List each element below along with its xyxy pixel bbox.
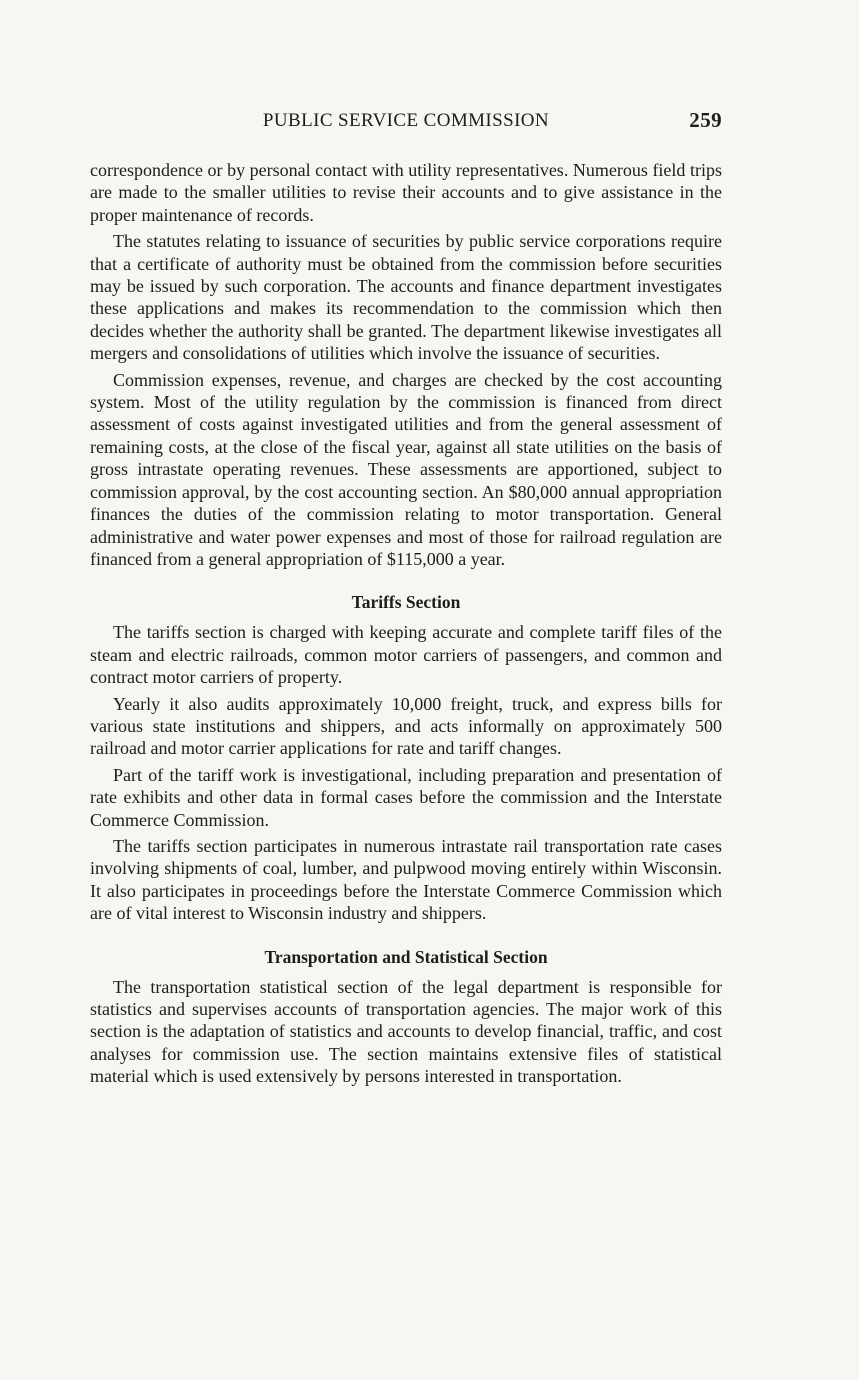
paragraph: Part of the tariff work is investigational, including preparation and presentation of rate exhibits and other data in formal cases before the commission and the Interstate Commerce Commission.	[90, 764, 722, 830]
document-page	[90, 108, 722, 1088]
page-number: 259	[689, 108, 722, 132]
body-text	[90, 159, 722, 1088]
paragraph: The tariffs section participates in numerous intrastate rail transportation rate cases involving shipments of coal, lumber, and pulpwood moving entirely within Wisconsin. It also participates in proceedings before the Interstate Commerce Commission which are of vital interest to Wisconsin industry and shippers.	[90, 835, 722, 924]
paragraph: Commission expenses, revenue, and charges are checked by the cost accounting system. Most of the utility regulation by the commission is financed from direct assessment of costs against investigated utilities and from the general assessment of remaining costs, at the close of the fiscal year, against all state utilities on the basis of gross intrastate operating revenues. These assessments are apportioned, subject to commission approval, by the cost accounting section. An $80,000 annual appropriation finances the duties of the commission relating to motor transportation. General administrative and water power expenses and most of those for railroad regulation are financed from a general appropriation of $115,000 a year.	[90, 369, 722, 569]
section-heading-transportation: Transportation and Statistical Section	[264, 946, 548, 967]
running-header-title: PUBLIC SERVICE COMMISSION	[262, 110, 550, 131]
section-heading-tariffs: Tariffs Section	[351, 592, 461, 613]
paragraph: The statutes relating to issuance of securities by public service corporations require that a certificate of authority must be obtained from the commission before securities may be issued by such corporation. The accounts and finance department investigates these applications and makes its recommendation to the commission which then decides whether the authority shall be granted. The department likewise investigates all mergers and consolidations of utilities which involve the issuance of securities.	[90, 231, 722, 364]
paragraph: Yearly it also audits approximately 10,000 freight, truck, and express bills for various state institutions and shippers, and acts informally on approximately 500 railroad and motor carrier applications for rate and tariff changes.	[90, 693, 722, 759]
running-header	[90, 108, 722, 138]
paragraph: correspondence or by personal contact with utility representatives. Numerous field trips are made to the smaller utilities to revise their accounts and to give assistance in the proper maintenance of records.	[90, 160, 722, 225]
paragraph: The tariffs section is charged with keeping accurate and complete tariff files of the steam and electric railroads, common motor carriers of passengers, and common and contract motor carriers of property.	[90, 622, 722, 688]
paragraph: The transportation statistical section of the legal department is responsible for statistics and supervises accounts of transportation agencies. The major work of this section is the adaptation of statistics and accounts to develop financial, traffic, and cost analyses for commission use. The section maintains extensive files of statistical material which is used extensively by persons interested in transportation.	[90, 976, 722, 1087]
